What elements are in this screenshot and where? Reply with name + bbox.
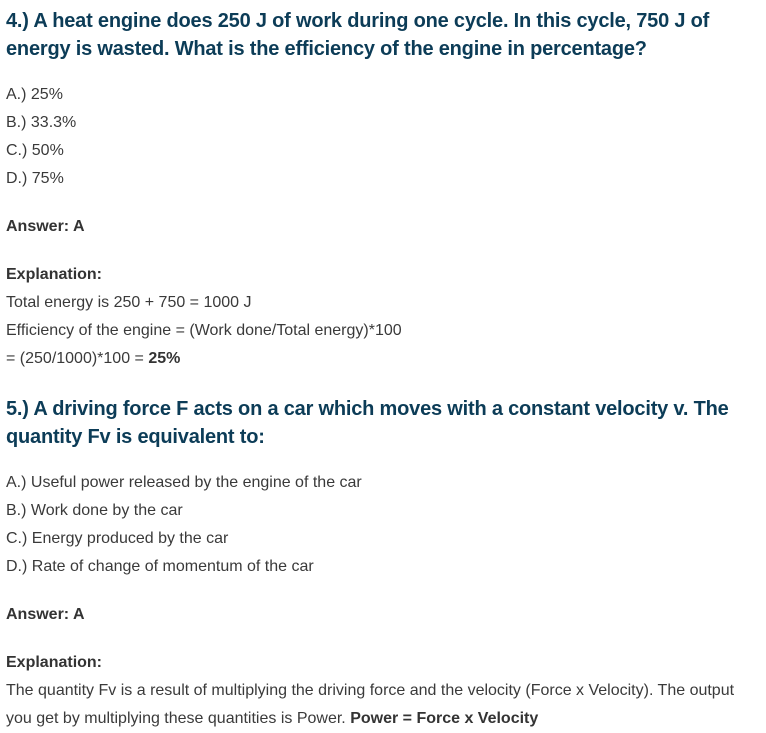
question-5-answer: Answer: A xyxy=(6,606,85,623)
question-4-option-d: D.) 75% xyxy=(6,170,64,187)
question-4-explanation-line-1: Total energy is 250 + 750 = 1000 J xyxy=(6,294,252,311)
question-5-option-c: C.) Energy produced by the car xyxy=(6,530,229,547)
question-4-result-prefix: = (250/1000)*100 = xyxy=(6,350,149,367)
question-4-answer: Answer: A xyxy=(6,218,85,235)
question-4-option-b: B.) 33.3% xyxy=(6,114,77,131)
question-5-explanation-text xyxy=(6,677,764,733)
question-4-option-c: C.) 50% xyxy=(6,142,64,159)
question-5-explanation-formula: Power = Force x Velocity xyxy=(350,710,539,727)
question-5-title: 5.) A driving force F acts on a car which moves with a constant velocity v. The quantity Fv is equivalent to: xyxy=(6,398,729,448)
question-5-explanation-body: The quantity Fv is a result of multiplying the driving force and the velocity (Force x Velocity). The output you get by multiplying these quantities is Power. xyxy=(6,682,735,727)
question-4-explanation-label: Explanation: xyxy=(6,266,103,283)
question-5-option-a: A.) Useful power released by the engine of the car xyxy=(6,474,362,491)
question-4-result-value: 25% xyxy=(148,350,181,367)
question-5-option-d: D.) Rate of change of momentum of the car xyxy=(6,558,314,575)
question-4-result-line xyxy=(6,349,180,369)
question-5-explanation-label: Explanation: xyxy=(6,654,103,671)
question-4-explanation-line-2: Efficiency of the engine = (Work done/Total energy)*100 xyxy=(6,322,402,339)
question-4-title: 4.) A heat engine does 250 J of work during one cycle. In this cycle, 750 J of energy is wasted. What is the efficiency of the engine in percentage? xyxy=(6,10,710,60)
question-4-option-a: A.) 25% xyxy=(6,86,63,103)
question-5-option-b: B.) Work done by the car xyxy=(6,502,183,519)
